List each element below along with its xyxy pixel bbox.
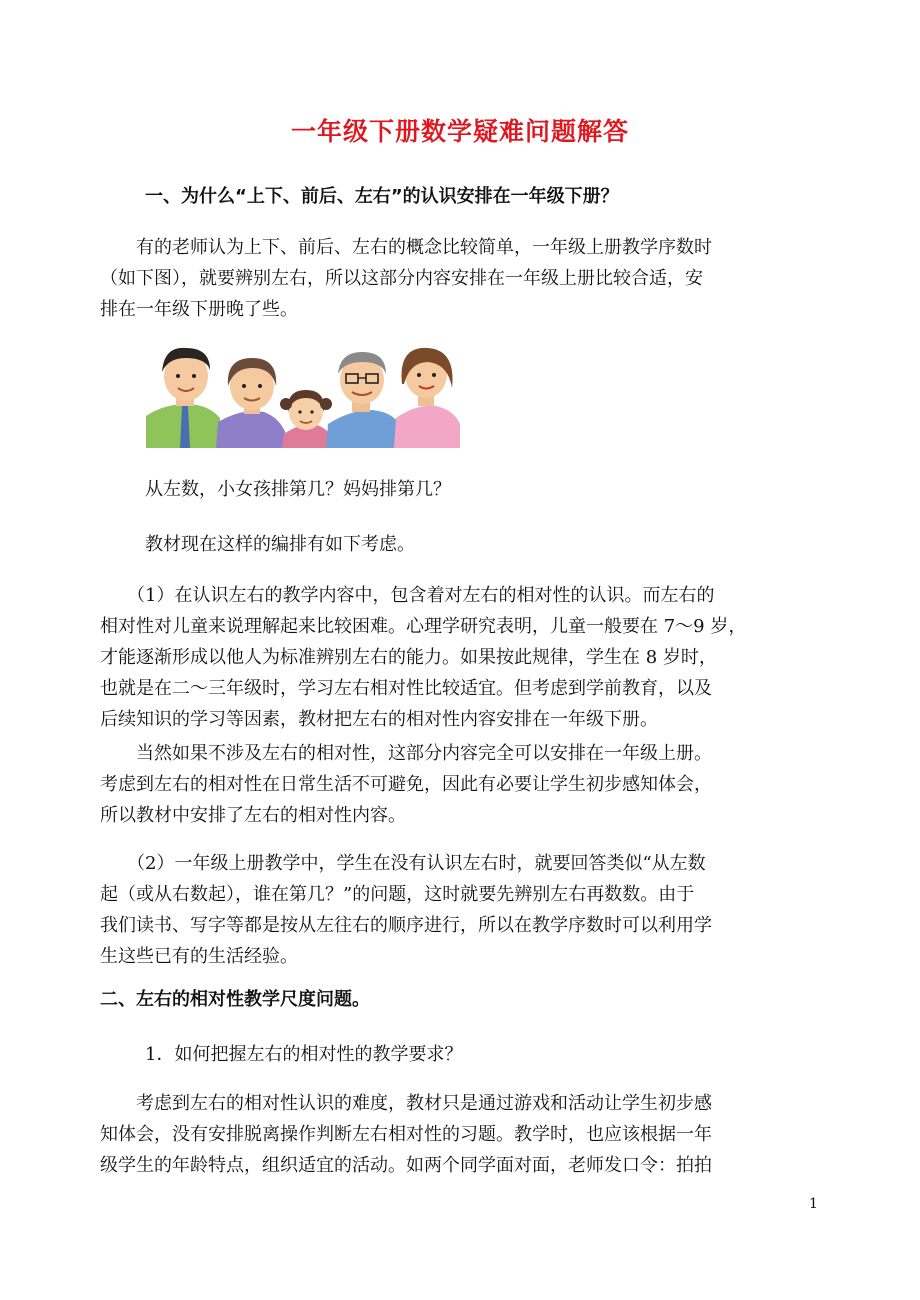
paragraph-point-1 [100, 580, 820, 735]
text-line: 有的老师认为上下、前后、左右的概念比较简单，一年级上册教学序数时 [100, 237, 712, 258]
text-line: 相对性对儿童来说理解起来比较困难。心理学研究表明，儿童一般要在 7～9 岁， [100, 616, 747, 637]
paragraph-relative [100, 738, 820, 831]
text-line: 起（或从右数起），谁在第几？”的问题，这时就要先辨别左右再数数。由于 [100, 884, 695, 905]
page-number: 1 [809, 1196, 818, 1212]
sub-question: 1．如何把握左右的相对性的教学要求？ [145, 1044, 463, 1065]
family-illustration [146, 344, 460, 448]
text-line: 我们读书、写字等都是按从左往右的顺序进行，所以在教学序数时可以利用学 [100, 915, 712, 936]
text-line: 排在一年级下册晚了些。 [100, 299, 298, 320]
text-line: 才能逐渐形成以他人为标准辨别左右的能力。如果按此规律，学生在 8 岁时， [100, 647, 717, 668]
section-1-heading: 一、为什么“上下、前后、左右”的认识安排在一年级下册？ [145, 186, 619, 207]
text-line: 考虑到左右的相对性认识的难度，教材只是通过游戏和活动让学生初步感 [100, 1093, 712, 1114]
text-line: （1）在认识左右的教学内容中，包含着对左右的相对性的认识。而左右的 [100, 585, 715, 606]
paragraph-intro [100, 232, 820, 325]
text-line: （如下图），就要辨别左右，所以这部分内容安排在一年级上册比较合适，安 [100, 268, 703, 289]
text-line: 也就是在二～三年级时，学习左右相对性比较适宜。但考虑到学前教育，以及 [100, 678, 712, 699]
paragraph-teaching [100, 1088, 820, 1181]
text-line: 考虑到左右的相对性在日常生活不可避免，因此有必要让学生初步感知体会， [100, 774, 712, 795]
section-2-heading: 二、左右的相对性教学尺度问题。 [100, 989, 370, 1010]
text-line: 当然如果不涉及左右的相对性，这部分内容完全可以安排在一年级上册。 [100, 743, 712, 764]
text-line: 级学生的年龄特点，组织适宜的活动。如两个同学面对面，老师发口令：拍拍 [100, 1155, 712, 1176]
text-line: 知体会，没有安排脱离操作判断左右相对性的习题。教学时，也应该根据一年 [100, 1124, 712, 1145]
text-line: 所以教材中安排了左右的相对性内容。 [100, 805, 406, 826]
question-text: 从左数，小女孩排第几？妈妈排第几？ [145, 479, 451, 500]
paragraph-point-2 [100, 848, 820, 972]
page-title: 一年级下册数学疑难问题解答 [290, 117, 629, 146]
note-text: 教材现在这样的编排有如下考虑。 [145, 534, 415, 555]
text-line: （2）一年级上册教学中，学生在没有认识左右时，就要回答类似“从左数 [100, 853, 706, 874]
text-line: 生这些已有的生活经验。 [100, 946, 298, 967]
text-line: 后续知识的学习等因素，教材把左右的相对性内容安排在一年级下册。 [100, 709, 658, 730]
